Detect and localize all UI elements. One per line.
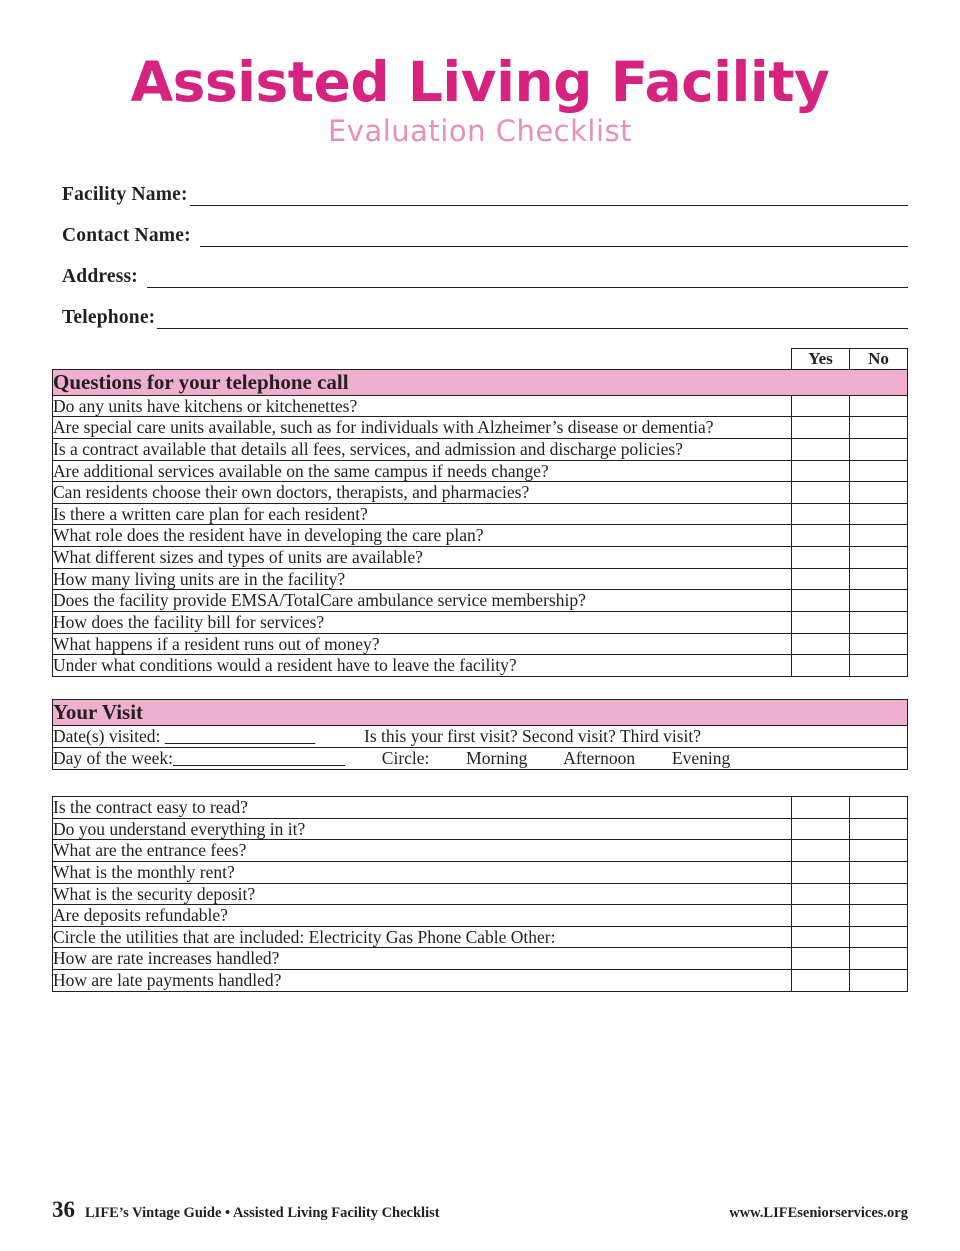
question-text: What is the monthly rent?	[53, 861, 792, 883]
answer-yes-cell[interactable]	[792, 970, 850, 992]
question-text: What role does the resident have in developing the care plan?	[53, 525, 792, 547]
date-visited-input[interactable]	[165, 726, 316, 746]
answer-no-cell[interactable]	[850, 905, 908, 927]
telephone-questions-table	[52, 348, 908, 677]
footer-left	[52, 1197, 440, 1223]
question-text: Can residents choose their own doctors, therapists, and pharmacies?	[53, 482, 792, 504]
field-input-line[interactable]	[200, 231, 908, 247]
table-row	[53, 568, 908, 590]
table-row	[53, 861, 908, 883]
question-text: Do any units have kitchens or kitchenettes?	[53, 395, 792, 417]
question-text: Circle the utilities that are included: Electricity Gas Phone Cable Other:	[53, 926, 792, 948]
fill-in-fields	[52, 184, 908, 329]
answer-yes-cell[interactable]	[792, 547, 850, 569]
table-row	[53, 417, 908, 439]
answer-no-cell[interactable]	[850, 970, 908, 992]
footer-guide-title: LIFE’s Vintage Guide • Assisted Living Facility Checklist	[85, 1205, 440, 1221]
answer-yes-cell[interactable]	[792, 818, 850, 840]
table-row	[53, 612, 908, 634]
table-row	[53, 970, 908, 992]
question-text: Is a contract available that details all fees, services, and admission and discharge policies?	[53, 438, 792, 460]
table-row	[53, 503, 908, 525]
table-row	[53, 590, 908, 612]
circle-option-evening[interactable]: Evening	[671, 747, 731, 768]
answer-yes-cell[interactable]	[792, 655, 850, 677]
question-text: Are deposits refundable?	[53, 905, 792, 927]
answer-yes-cell[interactable]	[792, 840, 850, 862]
header-yes: Yes	[792, 348, 850, 369]
answer-yes-cell[interactable]	[792, 568, 850, 590]
question-text: Does the facility provide EMSA/TotalCare ambulance service membership?	[53, 590, 792, 612]
field-address	[62, 266, 908, 288]
table-row	[53, 633, 908, 655]
answer-no-cell[interactable]	[850, 482, 908, 504]
table-row	[53, 482, 908, 504]
visit-date-row	[53, 725, 908, 747]
answer-no-cell[interactable]	[850, 395, 908, 417]
question-text: What is the security deposit?	[53, 883, 792, 905]
answer-no-cell[interactable]	[850, 655, 908, 677]
table-row	[53, 796, 908, 818]
answer-no-cell[interactable]	[850, 818, 908, 840]
section-heading-telephone	[53, 369, 908, 395]
field-label: Contact Name:	[62, 224, 191, 246]
answer-no-cell[interactable]	[850, 948, 908, 970]
title-block	[52, 50, 908, 148]
field-facility-name	[62, 184, 908, 206]
question-text: How does the facility bill for services?	[53, 612, 792, 634]
answer-yes-cell[interactable]	[792, 861, 850, 883]
question-text: What are the entrance fees?	[53, 840, 792, 862]
question-text: Is there a written care plan for each resident?	[53, 503, 792, 525]
answer-no-cell[interactable]	[850, 612, 908, 634]
answer-yes-cell[interactable]	[792, 633, 850, 655]
field-input-line[interactable]	[190, 190, 908, 206]
table-row	[53, 655, 908, 677]
section-heading-visit	[53, 699, 908, 725]
field-input-line[interactable]	[147, 272, 908, 288]
field-label: Telephone:	[62, 306, 156, 328]
answer-yes-cell[interactable]	[792, 503, 850, 525]
answer-no-cell[interactable]	[850, 460, 908, 482]
answer-no-cell[interactable]	[850, 525, 908, 547]
page-number: 36	[52, 1197, 75, 1222]
answer-no-cell[interactable]	[850, 568, 908, 590]
table-header-row	[53, 348, 908, 369]
question-text: Under what conditions would a resident have to leave the facility?	[53, 655, 792, 677]
answer-yes-cell[interactable]	[792, 417, 850, 439]
circle-option-afternoon[interactable]: Afternoon	[563, 747, 636, 768]
answer-yes-cell[interactable]	[792, 612, 850, 634]
table-row	[53, 460, 908, 482]
question-text: Do you understand everything in it?	[53, 818, 792, 840]
question-text: Is the contract easy to read?	[53, 796, 792, 818]
answer-yes-cell[interactable]	[792, 482, 850, 504]
section-heading-label: Questions for your telephone call	[53, 369, 908, 395]
answer-no-cell[interactable]	[850, 417, 908, 439]
table-row	[53, 840, 908, 862]
answer-no-cell[interactable]	[850, 633, 908, 655]
answer-yes-cell[interactable]	[792, 590, 850, 612]
question-text: How are late payments handled?	[53, 970, 792, 992]
field-contact-name	[62, 225, 908, 247]
table-row	[53, 438, 908, 460]
answer-no-cell[interactable]	[850, 547, 908, 569]
answer-no-cell[interactable]	[850, 503, 908, 525]
answer-no-cell[interactable]	[850, 796, 908, 818]
answer-no-cell[interactable]	[850, 438, 908, 460]
field-label: Facility Name:	[62, 183, 188, 205]
visit-day-row	[53, 747, 908, 769]
answer-yes-cell[interactable]	[792, 525, 850, 547]
question-text: Are additional services available on the same campus if needs change?	[53, 460, 792, 482]
table-row	[53, 395, 908, 417]
answer-yes-cell[interactable]	[792, 926, 850, 948]
answer-yes-cell[interactable]	[792, 395, 850, 417]
day-of-week-label: Day of the week:	[53, 747, 174, 768]
answer-no-cell[interactable]	[850, 926, 908, 948]
table-row	[53, 948, 908, 970]
page-title: Assisted Living Facility	[130, 50, 830, 114]
answer-yes-cell[interactable]	[792, 905, 850, 927]
field-input-line[interactable]	[157, 313, 908, 329]
table-row	[53, 525, 908, 547]
page-footer	[52, 1197, 908, 1223]
visit-count-question: Is this your first visit? Second visit? Third visit?	[364, 725, 702, 746]
question-text: How are rate increases handled?	[53, 948, 792, 970]
answer-yes-cell[interactable]	[792, 883, 850, 905]
circle-label: Circle:	[381, 747, 430, 768]
field-telephone	[62, 307, 908, 329]
footer-website: www.LIFEseniorservices.org	[729, 1205, 908, 1221]
answer-yes-cell[interactable]	[792, 796, 850, 818]
table-row	[53, 818, 908, 840]
answer-yes-cell[interactable]	[792, 438, 850, 460]
contract-questions-table	[52, 796, 908, 992]
answer-no-cell[interactable]	[850, 840, 908, 862]
table-row	[53, 547, 908, 569]
question-text: What different sizes and types of units are available?	[53, 547, 792, 569]
answer-no-cell[interactable]	[850, 861, 908, 883]
table-row	[53, 883, 908, 905]
question-text: Are special care units available, such as for individuals with Alzheimer’s disease or dementia?	[53, 417, 792, 439]
answer-no-cell[interactable]	[850, 590, 908, 612]
question-text: What happens if a resident runs out of money?	[53, 633, 792, 655]
section-heading-label: Your Visit	[53, 699, 908, 725]
table-row-utilities	[53, 926, 908, 948]
date-visited-label: Date(s) visited:	[53, 725, 161, 746]
answer-yes-cell[interactable]	[792, 948, 850, 970]
your-visit-table	[52, 699, 908, 770]
circle-option-morning[interactable]: Morning	[466, 747, 528, 768]
day-of-week-input[interactable]	[173, 748, 345, 768]
answer-yes-cell[interactable]	[792, 460, 850, 482]
table-row	[53, 905, 908, 927]
field-label: Address:	[62, 265, 139, 287]
header-no: No	[850, 348, 908, 369]
page-subtitle: Evaluation Checklist	[327, 113, 633, 148]
question-text: How many living units are in the facility?	[53, 568, 792, 590]
header-spacer	[53, 348, 792, 369]
answer-no-cell[interactable]	[850, 883, 908, 905]
